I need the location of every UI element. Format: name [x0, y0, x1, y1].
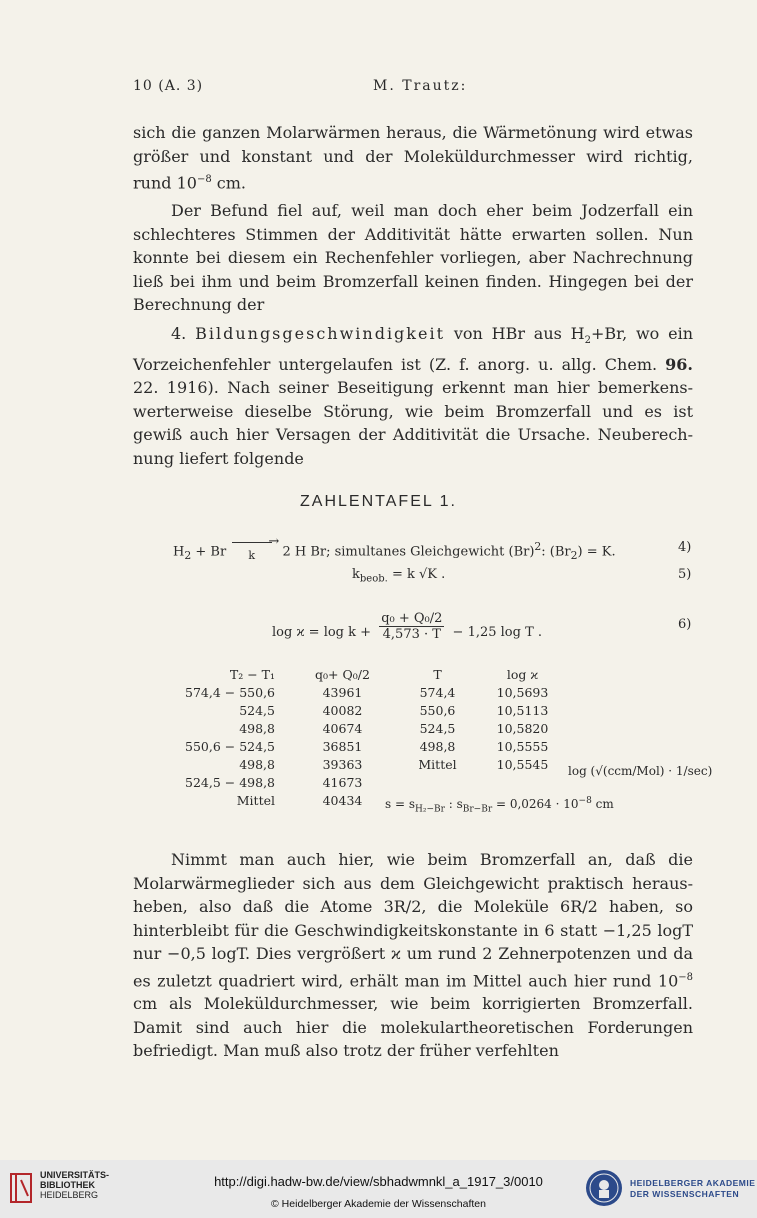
table-title: ZAHLENTAFEL 1.: [300, 493, 457, 510]
table-row: 574,4 − 550,6 43961 574,4 10,5693: [185, 685, 549, 700]
library-name: UNIVERSITÄTS- BIBLIOTHEK HEIDELBERG: [40, 1170, 110, 1200]
table-header-row: T₂ − T₁ q₀+ Q₀/2 T log ϰ: [229, 667, 539, 682]
paragraph-2: Der Befund fiel auf, weil man doch eher beim Jodzerfall ein schlechteres Stimmen der Additivität hätte erwarten sollen. Nun konnte bei diesem ein Rechenfehler vorliegen, aber Nachrechnung ließ bei ihm und beim Bromzerfall keinen finden. Hingegen bei der Berechnung der: [133, 201, 693, 314]
equation-6: log ϰ = log k + $\frac{\text{q₀ + Q₀/2}}{4,573 \cdot T}$ − 1,25 log T .: [272, 611, 543, 642]
equation-4-number: 4): [678, 540, 692, 555]
table-row: 524,5 − 498,8 41673: [185, 775, 363, 790]
equation-5: $k_{beob.} = k$ √K .: [352, 567, 446, 585]
permalink[interactable]: http://digi.hadw-bw.de/view/sbhadwmnkl_a_1917_3/0010: [214, 1174, 543, 1189]
footer-bar: [0, 1160, 757, 1218]
academy-name: HEIDELBERGER AKADEMIE DER WISSENSCHAFTEN: [630, 1178, 756, 1199]
table-row: 498,8 40674 524,5 10,5820: [239, 721, 549, 736]
diameter-equation: $s = s_{H_2-Br}$ : $s_{Br-Br} = 0,0264 \cdot 10^{-8}$ cm: [385, 796, 614, 815]
table-row: Mittel 40434: [236, 793, 363, 808]
equation-5-number: 5): [678, 567, 692, 582]
units-label: log (√(ccm/Mol) · 1/sec): [568, 764, 713, 778]
table-row: 498,8 39363 Mittel 10,5545: [239, 757, 549, 772]
page-number: 10 (A. 3): [133, 78, 204, 94]
equation-6-number: 6): [678, 617, 692, 632]
table-row: 550,6 − 524,5 36851 498,8 10,5555: [185, 739, 549, 754]
equation-4: $H_2 + Br$ → k 2 H Br; simultanes Gleichgewicht $(Br)^2$: $(Br_2) = K$.: [173, 534, 616, 563]
copyright-notice: © Heidelberger Akademie der Wissenschaften: [271, 1198, 486, 1210]
paragraph-1: sich die ganzen Molarwärmen heraus, die Wärmetönung wird etwas größer und konstant und der Moleküldurchmesser wird richtig, rund $10^{-8}$ cm.: [133, 123, 693, 193]
data-table: [170, 666, 570, 810]
paragraph-3: 4. Bildungsgeschwindigkeit von HBr aus $H_2+Br$, wo ein Vorzeichenfehler untergelaufen ist (Z. f. anorg. u. allg. Chem. 96. 22. 1916). Nach seiner Beseitigung erkennt man hier bemerkenswerterweise dieselbe Störung, wie beim Bromzerfall und es ist gewiß auch hier Versagen der Additivität die Ursache. Neuberechnung liefert folgende: [133, 324, 694, 468]
academy-seal-icon: [584, 1168, 624, 1208]
paragraph-4: Nimmt man auch hier, wie beim Bromzerfall an, daß die Molarwärmeglieder sich aus dem Gleichgewicht praktisch herausheben, also daß die Atome 3R/2, die Moleküle 6R/2 haben, so hinterbleibt für die Geschwindigkeitskonstante in 6 statt −1,25 logT nur −0,5 logT. Dies vergrößert ϰ um rund 2 Zehnerpotenzen und da es zuletzt quadriert wird, erhält man im Mittel auch hier rund $10^{-8}$ cm als Moleküldurchmesser, wie beim korrigierten Bromzerfall. Damit sind auch hier die molekulartheoretischen Forderungen befriedigt. Man muß also trotz der früher verfehlten: [133, 850, 693, 1061]
table-row: 524,5 40082 550,6 10,5113: [239, 703, 549, 718]
author-header: M. Trautz:: [373, 78, 468, 94]
